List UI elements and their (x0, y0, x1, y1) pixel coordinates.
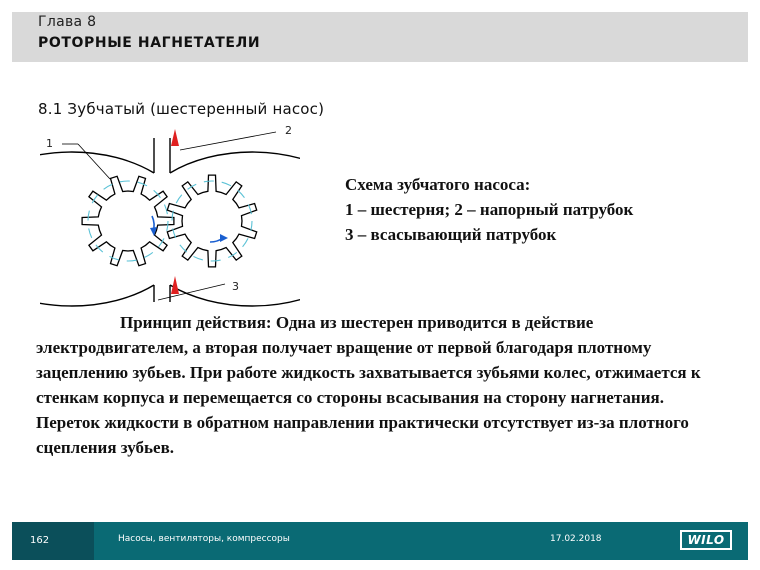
outlet-arrow-icon (171, 129, 179, 146)
label-1: 1 (46, 137, 53, 150)
label-2: 2 (285, 124, 292, 137)
gear-right-icon (167, 175, 256, 267)
chapter-title: РОТОРНЫЕ НАГНЕТАТЕЛИ (38, 35, 261, 51)
inlet-arrow-icon (171, 276, 179, 294)
pump-housing (40, 138, 300, 306)
footer-page-block (12, 522, 94, 560)
diagram-caption (345, 172, 633, 247)
footer-topic: Насосы, вентиляторы, компрессоры (118, 534, 290, 544)
label-3: 3 (232, 280, 239, 293)
chapter-label: Глава 8 (38, 14, 97, 30)
wilo-logo: WILO (680, 530, 732, 550)
page-number: 162 (30, 535, 50, 546)
footer-date: 17.02.2018 (550, 534, 602, 544)
principle-paragraph: Принцип действия: Одна из шестерен приводится в действие электродвигателем, а вторая получает вращение от первой благодаря плотному зацеплению зубьев. При работе жидкость захватывается зубьями колес, отжимается к стенкам корпуса и перемещается со стороны всасывания на сторону нагнетания. Переток жидкости в обратном направлении практически отсутствует из-за плотного сцепления зубьев. (36, 313, 701, 457)
gear-pump-diagram (40, 124, 300, 314)
caption-line-2: 1 – шестерня; 2 – напорный патрубок (345, 200, 634, 219)
section-title: 8.1 Зубчатый (шестеренный насос) (38, 100, 325, 118)
caption-line-3: 3 – всасывающий патрубок (345, 225, 557, 244)
caption-line-1: Схема зубчатого насоса: (345, 175, 531, 194)
gear-left-icon (82, 176, 174, 265)
